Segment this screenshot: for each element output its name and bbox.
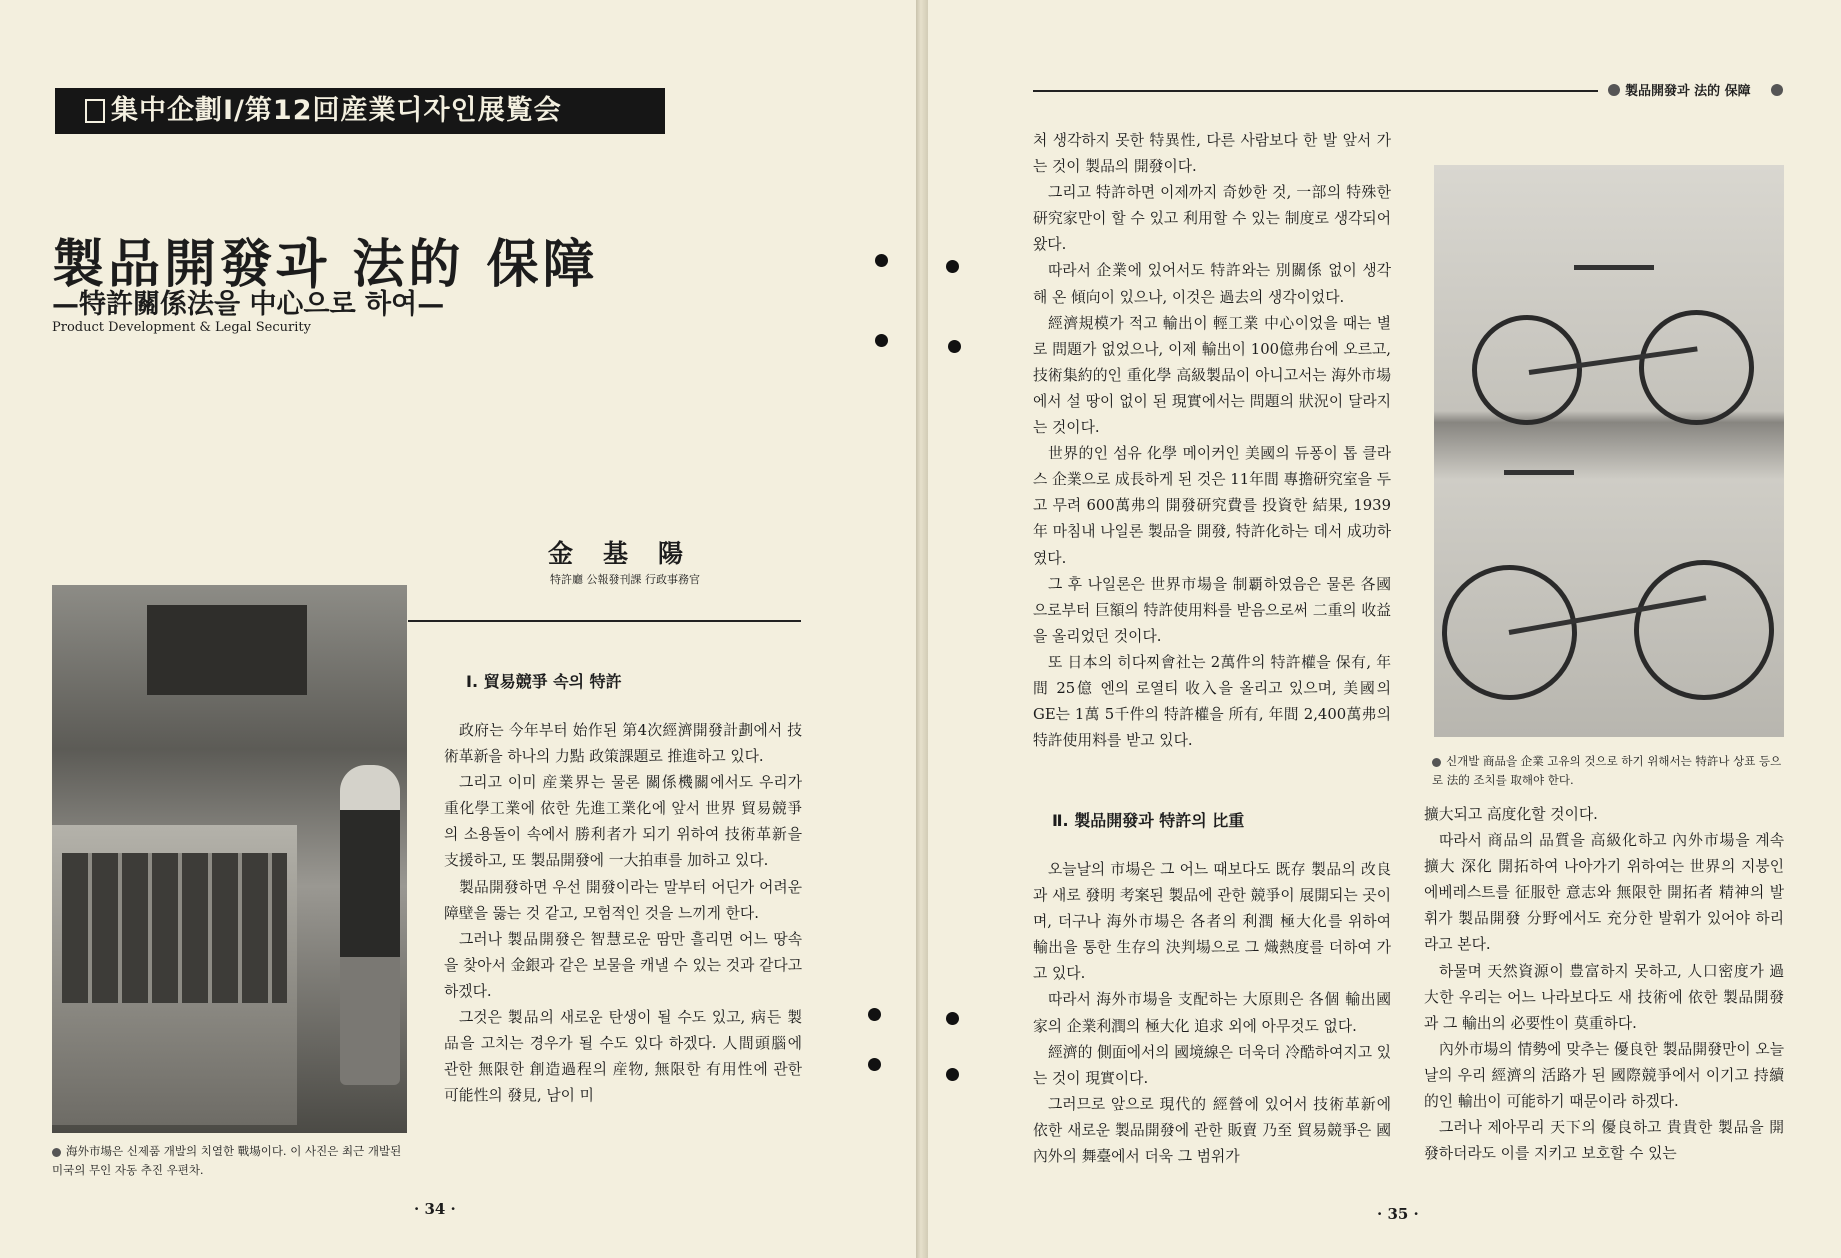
- left-body-column: [444, 718, 802, 1109]
- paragraph: 그리고 特許하면 이제까지 奇妙한 것, 一部의 特殊한 研究家만이 할 수 있고 利用할 수 있는 制度로 생각되어 왔다.: [1033, 184, 1391, 254]
- left-photo-caption: [52, 1142, 412, 1180]
- page-gutter: [916, 0, 928, 1258]
- office-photo: [52, 585, 407, 1133]
- right-page-number: · 35 ·: [1377, 1205, 1419, 1223]
- right-photo-caption-text: 신개발 商品을 企業 고유의 것으로 하기 위해서는 特許나 상표 등으로 法的 조치를 取해야 한다.: [1432, 754, 1782, 787]
- bicycle-wheel: [1472, 315, 1582, 425]
- binding-hole: [948, 340, 961, 353]
- author-affiliation: 特許廳 公報發刊課 行政事務官: [550, 573, 700, 586]
- bullet-dot-icon: [1608, 84, 1620, 96]
- bullet-dot-icon: [1432, 758, 1441, 767]
- running-head-rule: [1033, 90, 1598, 92]
- binding-hole: [875, 254, 888, 267]
- bullet-dot-icon: [52, 1148, 61, 1157]
- right-photo-caption: [1432, 752, 1792, 790]
- right-column-2: [1424, 802, 1784, 1167]
- paragraph: 그러므로 앞으로 現代的 經營에 있어서 技術革新에 依한 새로운 製品開發에 관한 販賣 乃至 貿易競爭은 國內外의 舞臺에서 더욱 그 범위가: [1033, 1095, 1391, 1166]
- photo-woman: [340, 765, 400, 1085]
- series-banner: [55, 88, 665, 134]
- left-page: [0, 0, 916, 1258]
- right-column-1-section2: [1033, 857, 1391, 1170]
- binding-hole: [868, 1058, 881, 1071]
- paragraph: 그러나 製品開發은 智慧로운 땀만 흘리면 어느 땅속을 찾아서 金銀과 같은 보물을 캐낼 수 있는 것과 같다고 하겠다.: [444, 930, 802, 1000]
- paragraph: 처 생각하지 못한 特異性, 다른 사람보다 한 발 앞서 가는 것이 製品의 開發이다.: [1033, 132, 1391, 176]
- article-subtitle: —特許關係法을 中心으로 하여—: [52, 289, 445, 320]
- binding-hole: [946, 260, 959, 273]
- paragraph: 하물며 天然資源이 豊富하지 못하고, 人口密度가 過大한 우리는 어느 나라보다도 새 技術에 依한 製品開發과 그 輸出의 必要性이 莫重하다.: [1424, 962, 1784, 1032]
- square-mark-icon: [85, 99, 105, 123]
- photo-mail-slots: [62, 853, 287, 1003]
- paragraph: 오늘날의 市場은 그 어느 때보다도 既存 製品의 改良과 새로 發明 考案된 製品에 관한 競爭이 展開되는 곳이며, 더구나 海外市場은 各者의 利潤 極大化를 위하여 輸出을 통한 生存의 決判場으로 그 熾熱度를 더하여 가고 있다.: [1033, 861, 1391, 983]
- paragraph: 擴大되고 高度化할 것이다.: [1424, 806, 1598, 823]
- binding-hole: [946, 1012, 959, 1025]
- paragraph: 따라서 海外市場을 支配하는 大原則은 各個 輸出國家의 企業利潤의 極大化 追求 외에 아무것도 없다.: [1033, 991, 1391, 1035]
- paragraph: 그리고 이미 産業界는 물론 關係機關에서도 우리가 重化學工業에 依한 先進工業化에 앞서 世界 貿易競爭의 소용돌이 속에서 勝利者가 되기 위하여 技術革新을 支援하고, 또 製品開發에 一大拍車를 加하고 있다.: [444, 774, 802, 870]
- author-rule: [408, 620, 801, 622]
- left-photo-caption-text: 海外市場은 신제품 개발의 치열한 戰場이다. 이 사진은 최근 개발된 미국의 무인 자동 추진 우편차.: [52, 1144, 402, 1177]
- author-name: 金基陽: [548, 539, 714, 568]
- section1-heading: Ⅰ. 貿易競爭 속의 特許: [466, 672, 622, 691]
- bicycle-wheel: [1639, 310, 1754, 425]
- paragraph: 또 日本의 히다찌會社는 2萬件의 特許權을 保有, 年間 25億 엔의 로열티 收入을 올리고 있으며, 美國의 GE는 1萬 5千件의 特許權을 所有, 年間 2,400萬弗의 特許使用料를 받고 있다.: [1033, 653, 1391, 750]
- bicycle-frame: [1574, 265, 1654, 270]
- paragraph: 經濟規模가 적고 輸出이 輕工業 中心이었을 때는 별로 問題가 없었으나, 이제 輸出이 100億弗台에 오르고, 技術集約的인 重化學 高級製品이 아니고서는 海外市場에서 설 땅이 없이 된 現實에서는 問題의 狀況이 달라지는 것이다.: [1033, 314, 1391, 437]
- photo-background-shelf: [147, 605, 307, 695]
- paragraph: 世界的인 섬유 化學 메이커인 美國의 듀퐁이 톱 클라스 企業으로 成長하게 된 것은 11年間 專擔研究室을 두고 무려 600萬弗의 開發研究費를 投資한 結果, 1939年 마침내 나일론 製品을 開發, 特許化하는 데서 成功하였다.: [1033, 445, 1391, 567]
- paragraph: 經濟的 側面에서의 國境線은 더욱더 冷酷하여지고 있는 것이 現實이다.: [1033, 1043, 1392, 1087]
- bicycle-wheel: [1634, 560, 1774, 700]
- paragraph: 內外市場의 情勢에 맞추는 優良한 製品開發만이 오늘날의 우리 經濟의 活路가 된 國際競爭에서 이기고 持續的인 輸出이 可能하기 때문이라 하겠다.: [1424, 1040, 1784, 1111]
- bullet-dot-icon: [1771, 84, 1783, 96]
- paragraph: 그 후 나일론은 世界市場을 制覇하였음은 물론 各國으로부터 巨額의 特許使用料를 받음으로써 二重의 收益을 올리었던 것이다.: [1033, 575, 1391, 645]
- paragraph: 그것은 製品의 새로운 탄생이 될 수도 있고, 病든 製品을 고치는 경우가 될 수도 있다 하겠다. 人間頭腦에 관한 無限한 創造過程의 産物, 無限한 有用性에 관한 可能性의 發見, 남이 미: [444, 1009, 802, 1105]
- bicycle-photo: [1434, 165, 1784, 737]
- paragraph: 政府는 今年부터 始作된 第4次經濟開發計劃에서 技術革新을 하나의 力點 政策課題로 推進하고 있다.: [444, 722, 802, 766]
- left-page-number: · 34 ·: [414, 1200, 456, 1218]
- running-head-title: 製品開發과 法的 保障: [1625, 84, 1751, 99]
- paragraph: 따라서 企業에 있어서도 特許와는 別關係 없이 생각해 온 傾向이 있으나, 이것은 過去의 생각이었다.: [1033, 262, 1391, 306]
- binding-hole: [868, 1008, 881, 1021]
- paragraph: 그러나 제아무리 天下의 優良하고 貴貴한 製品을 開發하더라도 이를 지키고 보호할 수 있는: [1424, 1119, 1784, 1163]
- right-column-1: [1033, 128, 1391, 754]
- series-title: 集中企劃Ⅰ/第12回産業디자인展覧会: [111, 95, 562, 126]
- article-title: 製品開發과 法的 保障: [52, 234, 599, 295]
- paragraph: 따라서 商品의 品質을 高級化하고 內外市場을 계속 擴大 深化 開拓하여 나아가기 위하여는 世界의 지붕인 에베레스트를 征服한 意志와 無限한 開拓者 精神의 발휘가 製品開發 分野에서도 充分한 발휘가 있어야 하리라고 본다.: [1424, 832, 1784, 954]
- binding-hole: [946, 1068, 959, 1081]
- article-subtitle-english: Product Development & Legal Security: [52, 320, 311, 335]
- section2-heading: Ⅱ. 製品開發과 特許의 比重: [1052, 811, 1245, 830]
- bicycle-frame: [1504, 470, 1574, 475]
- running-head: [1033, 80, 1787, 100]
- binding-hole: [875, 334, 888, 347]
- paragraph: 製品開發하면 우선 開發이라는 말부터 어딘가 어려운 障壁을 뚫는 것 같고, 모험적인 것을 느끼게 한다.: [444, 878, 802, 922]
